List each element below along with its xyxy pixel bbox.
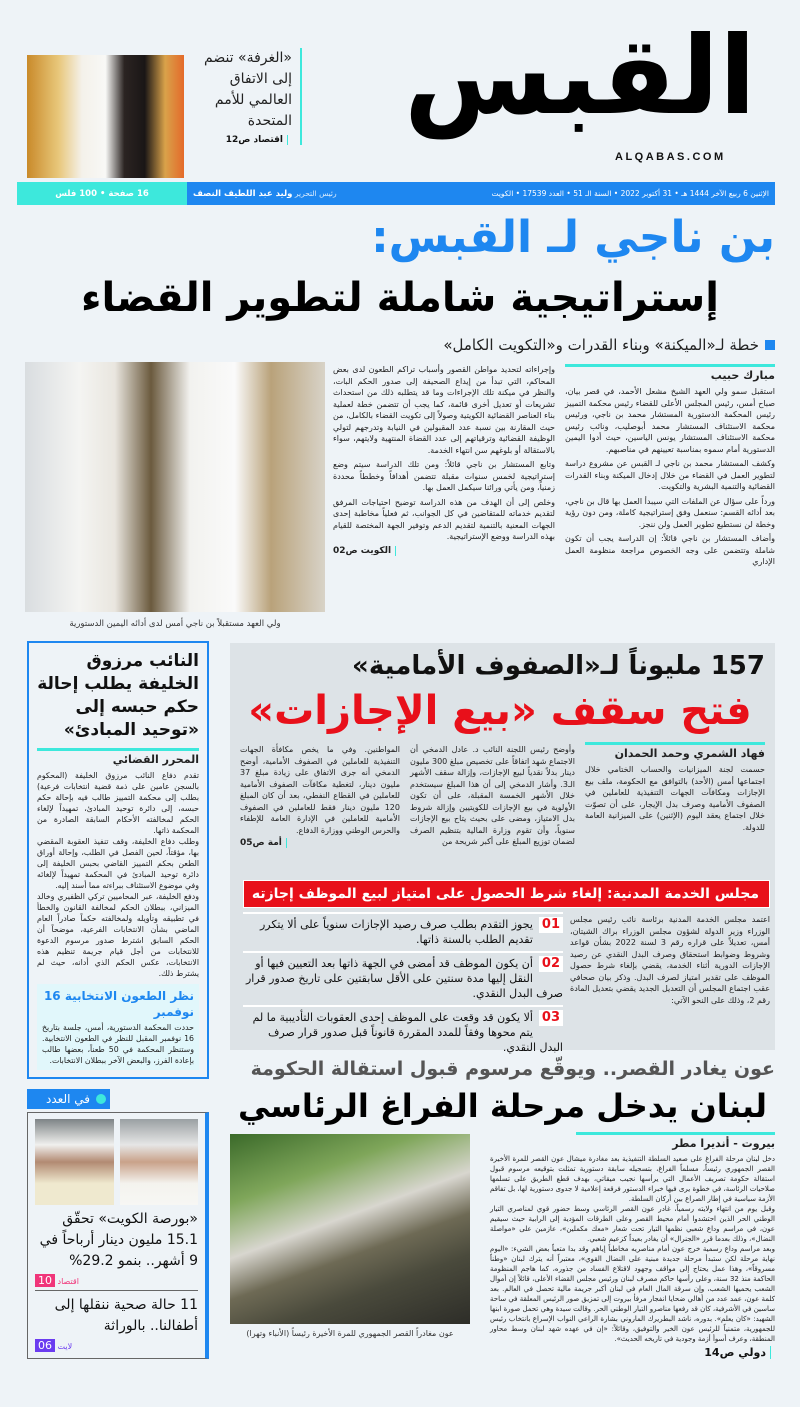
leave-page: ص05 (240, 838, 265, 848)
logo-wordmark: القبس (403, 14, 757, 139)
lead-byline: مبارك حبيب (565, 364, 775, 382)
lead-page: ص02 (333, 545, 358, 556)
left-column (27, 641, 209, 1359)
lamp-icon (96, 1094, 106, 1104)
lebanon-section: دولي (738, 1346, 771, 1359)
editor-name: وليد عبد اللطيف النصف (193, 188, 293, 199)
lebanon-kicker[interactable]: عون يغادر القصر.. ويوقّع مرسوم قبول استقالة الحكومة (250, 1058, 775, 1080)
teaser-page: ص12 (225, 135, 251, 145)
inside-tab: في العدد (27, 1089, 110, 1109)
civil-service-points (243, 912, 563, 1059)
civil-service-intro: اعتمد مجلس الخدمة المدنية برئاسة نائب رئيس مجلس الوزراء وزير الدولة لشؤون مجلس الوزراء براك الشيتان، أمس، تعديلاً على قراره رقم 3 لسنة 2022 بشأن قواعد وشروط وضوابط استحقاق وصرف البدل النقدي عن رصيد الإجازات الدورية أثناء الخدمة، يقضي بإلغاء شرط حصول الموظف على تقدير امتياز لصرف البدل. وذكر بيان صحافي عقب اجتماع المجلس أن التعديل الجديد يقضي بتعديل المادة رقم 2، وذلك على النحو الآتي: (570, 915, 770, 1005)
inside-item[interactable]: 11 حالة صحية ننقلها إلى أطفالنا.. بالوراثة لايت 06 (35, 1291, 198, 1352)
date-bar (17, 182, 775, 205)
teaser-headline[interactable]: «الغرفة» تنضم إلى الاتفاق العالمي للأمم المتحدة (204, 50, 292, 129)
leave-kicker[interactable]: 157 مليوناً لـ«الصفوف الأمامية» (352, 651, 765, 681)
point-item: 02 أن يكون الموظف قد أمضى في الجهة ذاتها بعد التعيين فيها أو النقل إليها مدة سنتين على الأقل سابقتين على تاريخ صدور قرار صرف البدل النقدي. (243, 951, 563, 1005)
issue-date: الإثنين 6 ربيع الآخر 1444 هـ • 31 أكتوبر 2022 • السنة الـ 51 • العدد 17539 • الكويت (491, 189, 769, 198)
leave-col-1: فهاد الشمري وحمد الحمدان حسمت لجنة الميزانيات والحساب الختامي خلال اجتماعها أمس (الأحد) بالتوافق مع الحكومة، ملف بيع الإجازات ومكافآت الجهات التنفيذية للعاملين في الصفوف الأمامية وصرف بدل الإيجار، على أن تصوّت خلال اجتماع يعقد اليوم (الإثنين) على الميزانية العامة للدولة. (585, 742, 765, 833)
lead-section: الكويت (361, 546, 396, 556)
square-bullet-icon (765, 340, 775, 350)
pages-price: 16 صفحة • 100 فلس (17, 182, 187, 205)
khalifa-headline: النائب مرزوق الخليفة يطلب إحالة حكم حبسه إلى «توحيد المبادئ» (37, 651, 199, 740)
point-item: 01 يجوز التقدم بطلب صرف رصيد الإجازات سنوياً على ألا يتكرر تقديم الطلب بالسنة ذاتها. (243, 912, 563, 951)
inside-box (27, 1112, 209, 1359)
lebanon-photo[interactable] (230, 1134, 470, 1324)
leave-section: أمة (268, 838, 287, 848)
lebanon-photo-caption: عون مغادراً القصر الجمهوري للمرة الأخيرة رئيساً (الأنباء وتهرا) (246, 1329, 454, 1338)
leave-col-3: المواطنين. وفي ما يخص مكافأة الجهات التنفيذية للعاملين في الصفوف الأمامية، أوضح الدمخي أنه جرى الاتفاق على زيادة مبلغ 37 مليون دينار، لتغطية مكافآت الصفوف الأمامية للعاملين في القطاع النفطي، بعد أن كان المبلغ 120 مليون دينار فقط للعاملين في الصفوف الأمامية للعاملين في الإدارة العامة للإطفاء والحرس الوطني ووزارة الدفاع. أمة ص05 (240, 745, 400, 848)
masthead-logo[interactable] (370, 12, 790, 144)
lead-headline[interactable]: إستراتيجية شاملة لتطوير القضاء (81, 275, 719, 321)
lead-kicker[interactable]: بن ناجي لـ القبس: (371, 212, 775, 263)
leave-byline: فهاد الشمري وحمد الحمدان (585, 742, 765, 760)
lead-col-1: مبارك حبيب استقبل سمو ولي العهد الشيخ مشعل الأحمد، في قصر بيان، صباح أمس، رئيس المجلس الأعلى للقضاء رئيس محكمة التمييز رئيس المحكمة الدستورية المستشار محمد بن ناجي، ورئيس محكمة الاستئناف المستشار محمد أبوصليب، ونائب رئيس محكمة الاستئناف المستشار يونس الياسين، حيث أدوا اليمين الدستورية أمام سموه بمناسبة تعيينهم في مناصبهم. وكشف المستشار محمد بن ناجي لـ القبس عن مشروع دراسة لتطوير العمل في القضاء من خلال إدخال الميكنة وبناء القدرات القضائية والتنمية البشرية والتكويت. ورداً على سؤال عن الملفات التي سيبدأ العمل بها قال بن ناجي، بعد أدائه القسم: سنعمل وفق إستراتيجية كاملة، ومن دون رؤية وخطة لن نستطيع تطوير العمل ولن ننجز. وأضاف المستشار بن ناجي قائلاً: إن الدراسة يجب أن تكون شاملة وتتضمن على وجه الخصوص مراجعة منظومة العمل الإداري (565, 364, 775, 571)
portrait-photo[interactable] (35, 1119, 114, 1205)
leave-col-2: وأوضح رئيس اللجنة النائب د. عادل الدمخي أن الاجتماع شهد اتفاقاً على تخصيص مبلغ 300 مليون دينار بدلاً نقدياً لبيع الإجازات، وإزالة سقف الأشهر الـ3. وأشار الدمخي إلى أن هذا المبلغ سيستخدم خلال الأشهر الخمسة المقبلة، على أن تكون الأولوية في بيع الإجازات للكويتيين وإزالة شروط بدل الامتياز، ومضى على بحيث يتاح بيع الإجازات سنوياً، وأن تقوم وزارة المالية بتنظيم الصرف لضمان توزيع المبلغ على أكبر شريحة من (410, 745, 575, 846)
appeals-inset: نظر الطعون الانتخابية 16 نوفمبر حددت المحكمة الدستورية، أمس، جلسة بتاريخ 16 نوفمبر المقبل للنظر في الطعون الانتخابية. وستنظر المحكمة في 50 طعناً، بعضها طالب بإعادة الفرز، والبعض الآخر ببطلان الانتخابات. (37, 984, 199, 1070)
khalifa-byline: المحرر القضائي (37, 748, 199, 766)
teaser-photo[interactable] (27, 55, 184, 178)
lead-subhead[interactable]: خطة لـ«الميكنة» وبناء القدرات و«التكويت الكامل» (355, 334, 775, 356)
lebanon-page: ص14 (704, 1346, 735, 1359)
khalifa-story[interactable]: النائب مرزوق الخليفة يطلب إحالة حكم حبسه إلى «توحيد المبادئ» المحرر القضائي تقدم دفاع النائب مرزوق الخليفة (المحكوم بالسجن عامين على ذمة قضية انتخابات فرعية) بطلب إلى محكمة التمييز طالب فيه بإحالة حكم حبسه، إلى دائرة توحيد المبادئ، تمهيداً لإلغاء الحكم لمخالفته الأحكام السابقة الصادرة من المحكمة ذاتها. وطلب دفاع الخليفة، وقف تنفيذ العقوبة المقضي بها، مؤقتاً، لحين الفصل في الطلب، وإحالة أوراق الطعن بحكم التمييز القاضي بحبس الخليفة إلى دائرة توحيد المبادئ في المحكمة تمهيداً لإلغائه وفي موضوع الاستئناف ببراءته مما أسند إليه. ودفع الخليفة، عبر المحاميين تركي الظفيري وخالد الميزاني، ببطلان الحكم لمخالفة القانون والخطأ في تطبيقه وتأويله ولمخالفته حكماً صادراً العام الماضي بشأن الانتخابات الفرعية، موضحاً أن الحكم السابق اشترط صدور مرسوم الدعوة للانتخابات من أجل قيام جريمة تنظيم هذه الانتخابات، عكس الحكم الذي أدانه، حيث لم يشترط ذلك. نظر الطعون الانتخابية 16 نوفمبر حددت المحكمة الدستورية، أمس، جلسة بتاريخ 16 نوفمبر المقبل للنظر في الطعون الانتخابية. وستنظر المحكمة في 50 طعناً، بعضها طالب بإعادة الفرز، والبعض الآخر ببطلان الانتخابات. (27, 641, 209, 1079)
lead-col-2: وإجراءاته لتحديد مواطن القصور وأسباب تراكم الطعون لدى بعض المحاكم، التي تبدأ من إيداع الصحيفة إلى صدور الحكم البات، والنظر في ميكنة تلك الإجراءات وما قد يتطلبه ذلك من استحداث تشريعات أو تعديل أخرى قائمة، كما يجب أن تتضمن خطة لعملية بناء العناصر القضائية الكويتية وصولاً إلى تكويت القضاء بالكامل، من حيث المقارنة بين نسبة عدد المقبولين في النيابة وتدرجهم لتولي الوظيفة القضائية وترقياتهم إلى عدد القضاة المنتهية ولايتهم، سواء بالاستقالة أو بلوغهم سن انتهاء الخدمة. وتابع المستشار بن ناجي قائلاً: ومن تلك الدراسة سيتم وضع إستراتيجية لخمس سنوات مقبلة تتضمن أهدافاً وخططاً محددة زمنياً، ومن يأتي ورائنا سيكمل العمل بها. وخلص إلى أن الهدف من هذه الدراسة توضيح احتياجات المرفق لتقديم خدماته للمتقاضين في كل الجوانب، ثم فعلياً مخاطبة إحدى الجهات المعنية بالتنمية لتقديم الدعم وتوفير الجهة المختصة للقيام بهذه الدراسة ووضع الإستراتيجية. الكويت ص02 (333, 365, 555, 556)
lebanon-article: بيروت - أنديرا مطر دخل لبنان مرحلة الفراغ على صعيد السلطة التنفيذية بعد مغادرة ميشال عون القصر للمرة الأخيرة القصر الجمهوري رئيساً، مسلماً الفراغ، بتسجيله سابقة دستورية تمثلت بتوقيعه مرسوم قبول استقالة حكومة تصريف الأعمال التي يرأسها نجيب ميقاتي، بهدف قطع الطريق على تسلمها صلاحيات الرئاسة، في خطوة يرى فيها خبراء الدستور فرقعة إعلامية لا جدوى دستورية لها، بل تفاقم الأزمة سياسية في إطار الصراع بين أركان السلطة. وقبل يوم من انتهاء ولايته رسمياً، غادر عون القصر الرئاسي وسط حضور قوي لمناصري التيار الوطني الحر الذين احتشدوا أمام محيط القصر وعلى الطرقات المؤدية إلى الرابية حيث سيقيم عون، في مراسم وداع شعبي نظمها التيار تحت شعار «معك مكملين»، عازمين على «مواصلة النضال»، وذلك بعدما قرر «الجنرال» أن يغادر بعيداً كزعيم شعبي. وبعد مراسم وداع رسمية خرج عون أمام مناصريه مخاطباً إياهم وقد بدا متعباً بعض الشيء: «اليوم نهاية مرحلة لكن ستبدأ مرحلة جديدة مبنية على النضال القوي»، معتبراً أنه يترك لبنان «وطناً مسروقاً»، وهذا عمل يحتاج إلى مواقف وجهود لاقتلاع الفساد من جذوره، كما هاجم المنظومة الحاكمة منذ 32 سنة، وعلى رأسها حاكم مصرف لبنان ورئيس مجلس القضاء الأعلى، قائلاً إن أموال الشعب يحميها الشعب، وإن سرقة المال العام في لبنان أكبر جريمة مالية تحصل في العالم. بعد كلمة عون، عمد عدد من أهالي ضحايا انفجار مرفأ بيروت إلى تمزيق صور الرئيس المعلقة في ساحة ساسين في الأشرفية، كان قد رفعها مناصرو التيار الوطني الحر. وقالت سيدة وهي تحمل صورة ابنها الشهيد: «كان يعلم». بدوره، ناشد البطريرك الماروني بشارة الراعي النواب الإسراع بانتخاب رئيس للجمهورية، متمنياً للرئيس عون الخير والتوفيق، وقائلاً: «إن في عهده شهد لبنان وسط محاور المنطقة، وعرف أسوأ أزمة وجودية في تاريخه الحديث». دولي ص14 (490, 1132, 775, 1359)
leave-headline[interactable]: فتح سقف «بيع الإجازات» (248, 688, 752, 734)
teaser-section: اقتصاد (253, 135, 288, 145)
inside-item[interactable]: «بورصة الكويت» تحقّق 15.1 مليون دينار أرباحاً في 9 أشهر.. بنمو 29.2% اقتصاد 10 (35, 1205, 198, 1291)
teaser[interactable] (192, 48, 302, 145)
appeals-title: نظر الطعون الانتخابية 16 نوفمبر (43, 989, 194, 1019)
civil-service-bar[interactable]: مجلس الخدمة المدنية: إلغاء شرط الحصول على امتياز لبيع الموظف إجازته (243, 880, 770, 908)
portrait-photo[interactable] (120, 1119, 199, 1205)
point-item: 03 ألا يكون قد وقعت على الموظف إحدى العقوبات التأديبية ما لم يتم محوها وفقاً للمدد المقررة قانوناً قبل صدور قرار صرف البدل النقدي. (243, 1005, 563, 1059)
site-url[interactable]: ALQABAS.COM (615, 151, 726, 163)
editor-label: رئيس التحرير (294, 188, 337, 198)
lebanon-byline: بيروت - أنديرا مطر (576, 1132, 776, 1150)
lebanon-headline[interactable]: لبنان يدخل مرحلة الفراغ الرئاسي (238, 1087, 767, 1125)
lead-photo-caption: ولي العهد مستقبلاً بن ناجي أمس لدى أدائه اليمين الدستورية (69, 619, 281, 629)
lead-photo[interactable] (25, 362, 325, 612)
